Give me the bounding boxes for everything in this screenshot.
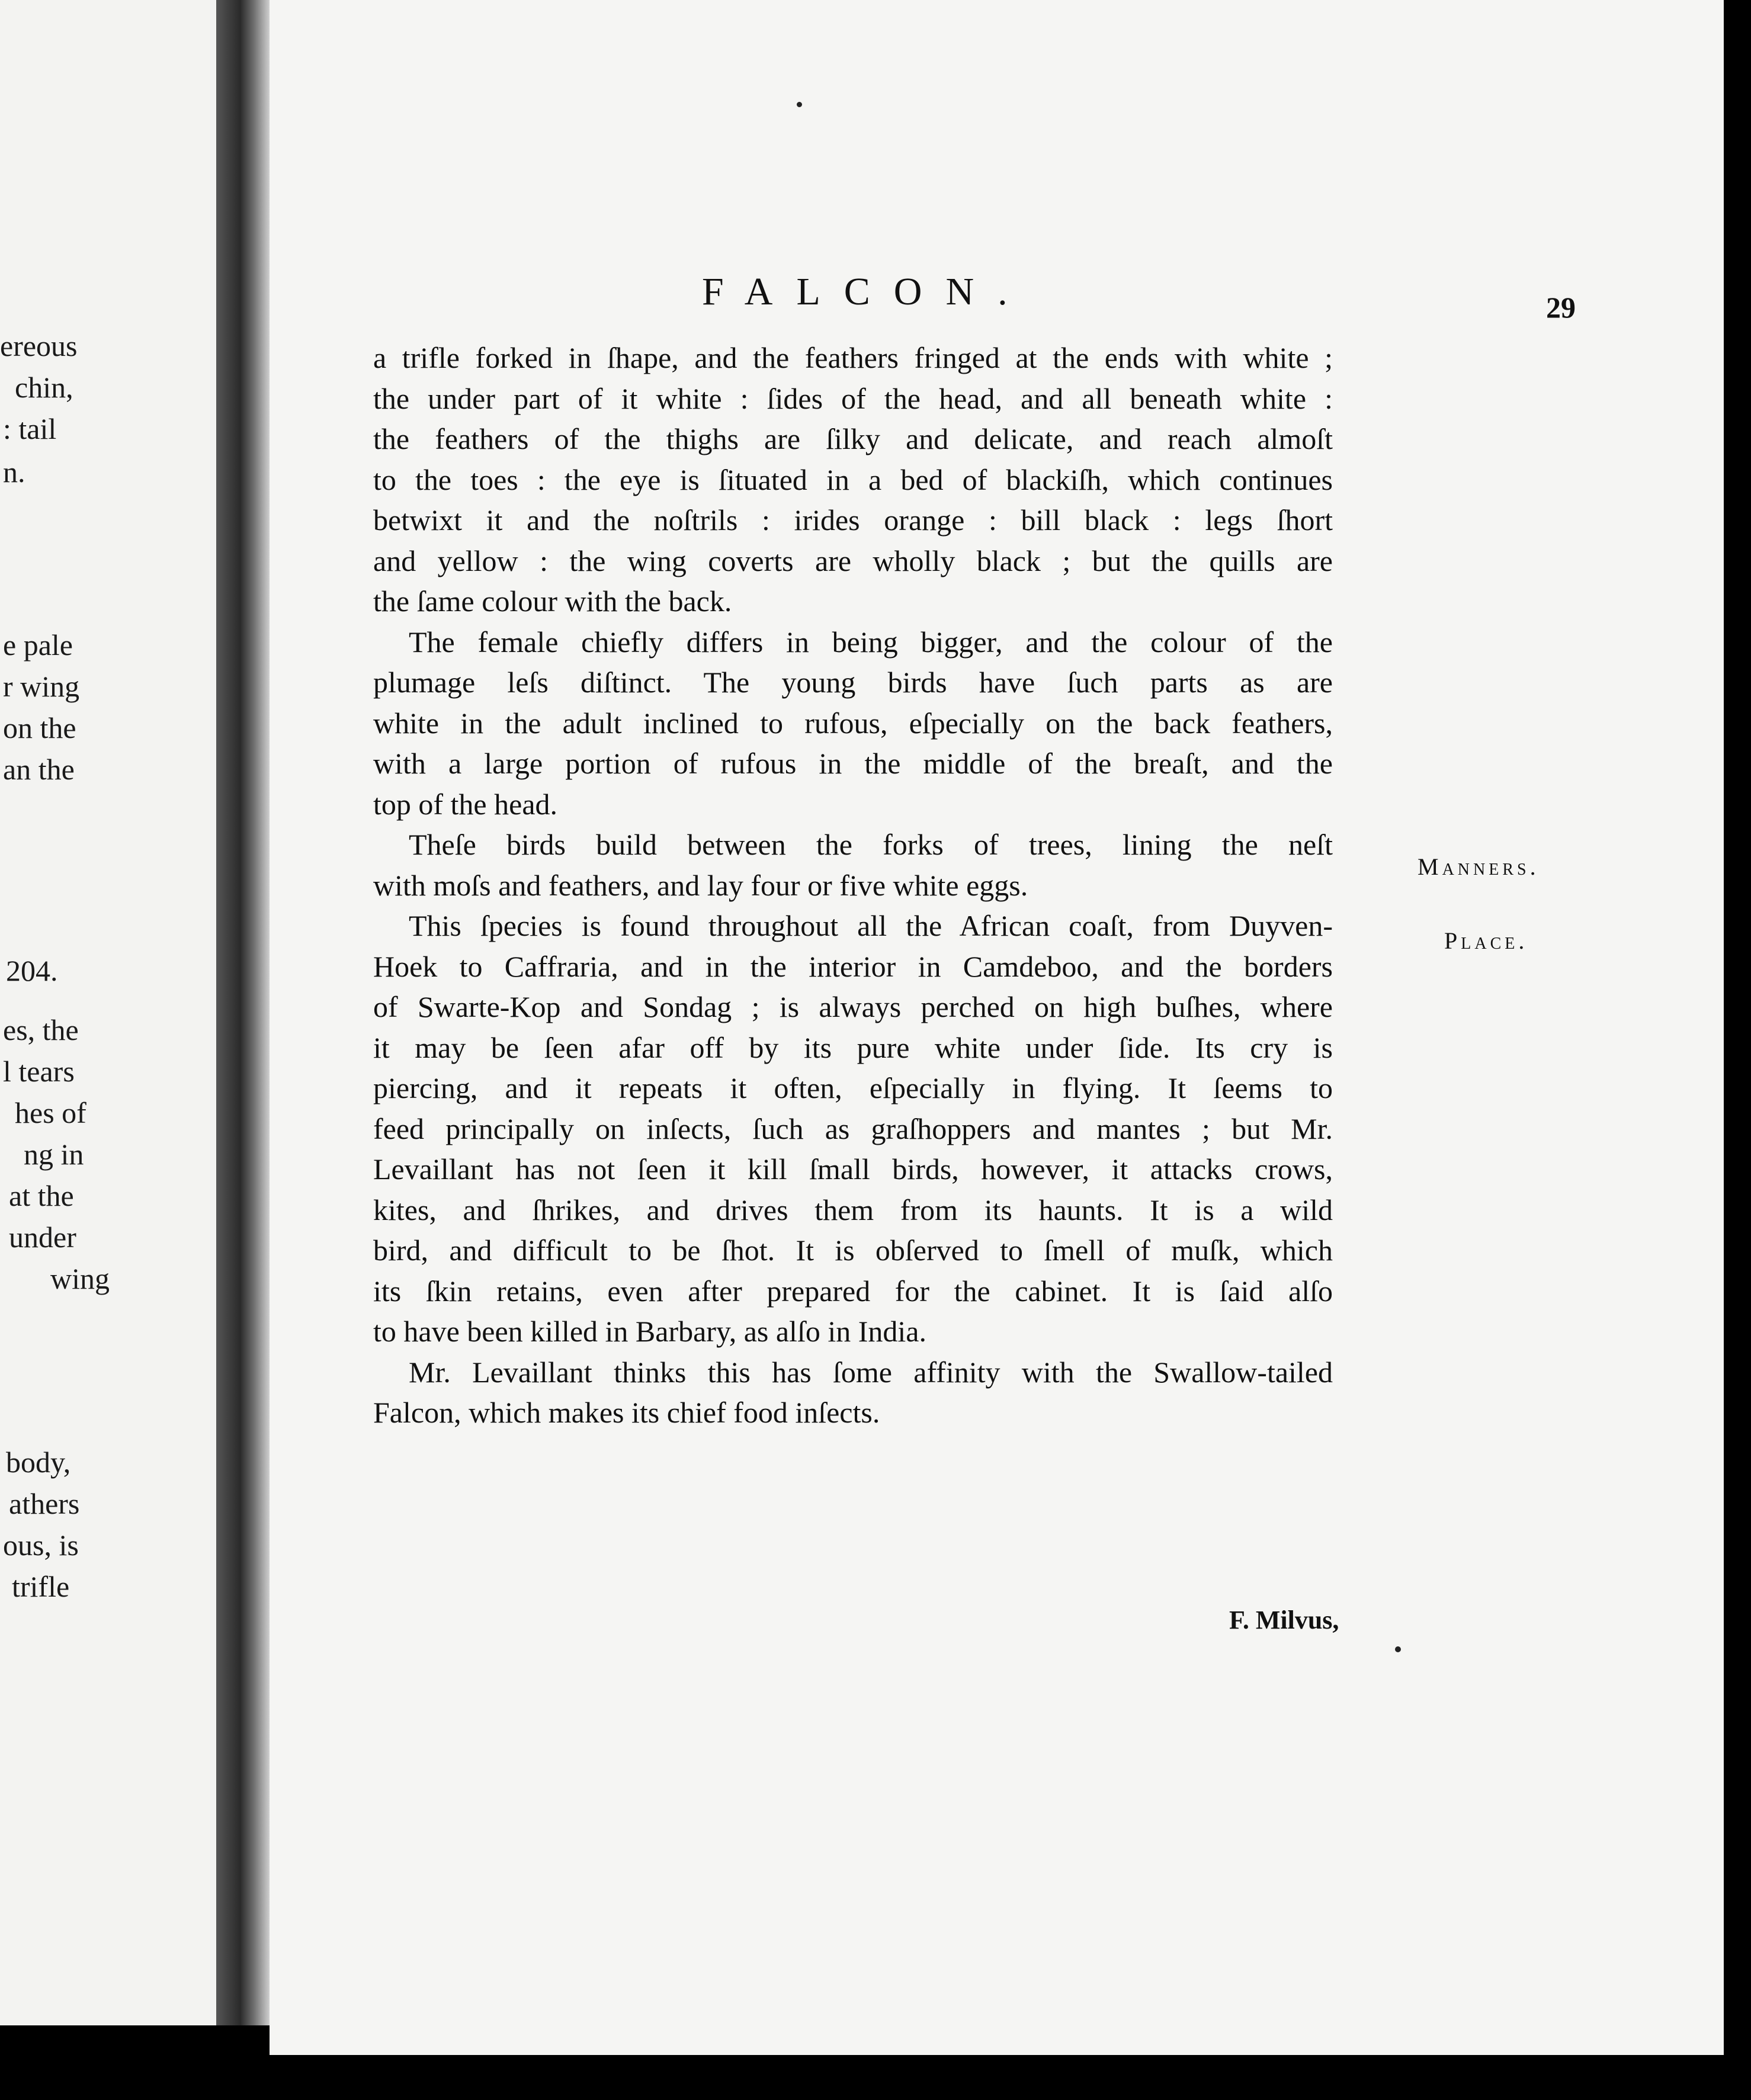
left-page-text-fragment: ous, is (3, 1529, 79, 1562)
text-line: betwixt it and the noſtrils : irides orange : bill black : legs ſhort (373, 503, 1333, 537)
body-text (373, 338, 1333, 1433)
page-number: 29 (1546, 291, 1576, 324)
margin-note-place: Place. (1444, 927, 1528, 954)
left-page-text-fragment: athers (9, 1487, 80, 1520)
left-page-fragment (0, 0, 219, 2025)
text-line: white in the adult inclined to rufous, eſpecially on the back feathers, (373, 706, 1333, 740)
text-line: and yellow : the wing coverts are wholly black ; but the quills are (373, 544, 1333, 577)
text-line: the under part of it white : ſides of the head, and all beneath white : (373, 381, 1333, 415)
left-page-text-fragment: l tears (3, 1055, 75, 1088)
right-page (270, 0, 1724, 2055)
left-page-text-fragment: e pale (3, 628, 73, 662)
text-line: to have been killed in Barbary, as alſo in India. (373, 1315, 926, 1348)
left-page-text-fragment: n. (3, 455, 25, 489)
catchword: F. Milvus, (1229, 1605, 1339, 1635)
left-page-text-fragment: trifle (12, 1570, 70, 1603)
text-line: Falcon, which makes its chief food inſects. (373, 1396, 880, 1429)
text-line: feed principally on inſects, ſuch as graſhoppers and mantes ; but Mr. (373, 1112, 1333, 1145)
left-page-text-fragment: on the (3, 711, 76, 744)
left-page-text-fragment: body, (6, 1446, 71, 1479)
text-line: it may be ſeen afar off by its pure white under ſide. Its cry is (373, 1030, 1333, 1064)
left-page-text-fragment: chin, (15, 371, 73, 404)
text-line: the feathers of the thighs are ſilky and delicate, and reach almoſt (373, 422, 1333, 455)
text-line: plumage leſs diſtinct. The young birds have ſuch parts as are (373, 666, 1333, 699)
text-line: a trifle forked in ſhape, and the feathers fringed at the ends with white ; (373, 341, 1333, 374)
running-title: FALCON. (702, 270, 1031, 313)
text-line: Theſe birds build between the forks of trees, lining the neſt (409, 828, 1333, 861)
text-line: bird, and difficult to be ſhot. It is obſerved to ſmell of muſk, which (373, 1234, 1333, 1267)
book-gutter (216, 0, 270, 2025)
left-page-text-fragment: at the (9, 1179, 74, 1212)
text-line: to the toes : the eye is ſituated in a bed of blackiſh, which continues (373, 463, 1333, 496)
left-page-text-fragment: es, the (3, 1013, 79, 1046)
left-page-text-fragment: r wing (3, 670, 80, 703)
text-line: The female chiefly differs in being bigger, and the colour of the (409, 625, 1333, 659)
text-line: with moſs and feathers, and lay four or five white eggs. (373, 868, 1028, 902)
text-line: of Swarte-Kop and Sondag ; is always perched on high buſhes, where (373, 990, 1333, 1023)
text-line: This ſpecies is found throughout all the African coaſt, from Duyven- (409, 909, 1333, 942)
text-line: the ſame colour with the back. (373, 585, 732, 618)
text-line: Levaillant has not ſeen it kill ſmall birds, however, it attacks crows, (373, 1152, 1333, 1186)
left-page-text-fragment: ereous (0, 329, 78, 362)
left-page-text-fragment: hes of (15, 1096, 86, 1129)
ink-speck (1395, 1646, 1401, 1652)
text-line: top of the head. (373, 787, 558, 821)
margin-note-manners: Manners. (1418, 853, 1540, 880)
text-line: its ſkin retains, even after prepared for the cabinet. It is ſaid alſo (373, 1274, 1333, 1308)
left-page-text-fragment: 204. (6, 954, 58, 987)
text-line: kites, and ſhrikes, and drives them from its haunts. It is a wild (373, 1193, 1333, 1226)
ink-speck (797, 102, 802, 107)
left-page-text-fragment: ng in (24, 1138, 84, 1171)
left-page-text-fragment: : tail (3, 412, 57, 445)
text-line: Mr. Levaillant thinks this has ſome affinity with the Swallow-tailed (409, 1355, 1333, 1389)
left-page-text-fragment: wing (50, 1262, 110, 1295)
text-line: with a large portion of rufous in the middle of the breaſt, and the (373, 747, 1333, 780)
text-line: piercing, and it repeats it often, eſpecially in flying. It ſeems to (373, 1071, 1333, 1104)
left-page-text-fragment: an the (3, 753, 75, 786)
left-page-text-fragment: under (9, 1221, 76, 1254)
text-line: Hoek to Caffraria, and in the interior in Camdeboo, and the borders (373, 949, 1333, 983)
